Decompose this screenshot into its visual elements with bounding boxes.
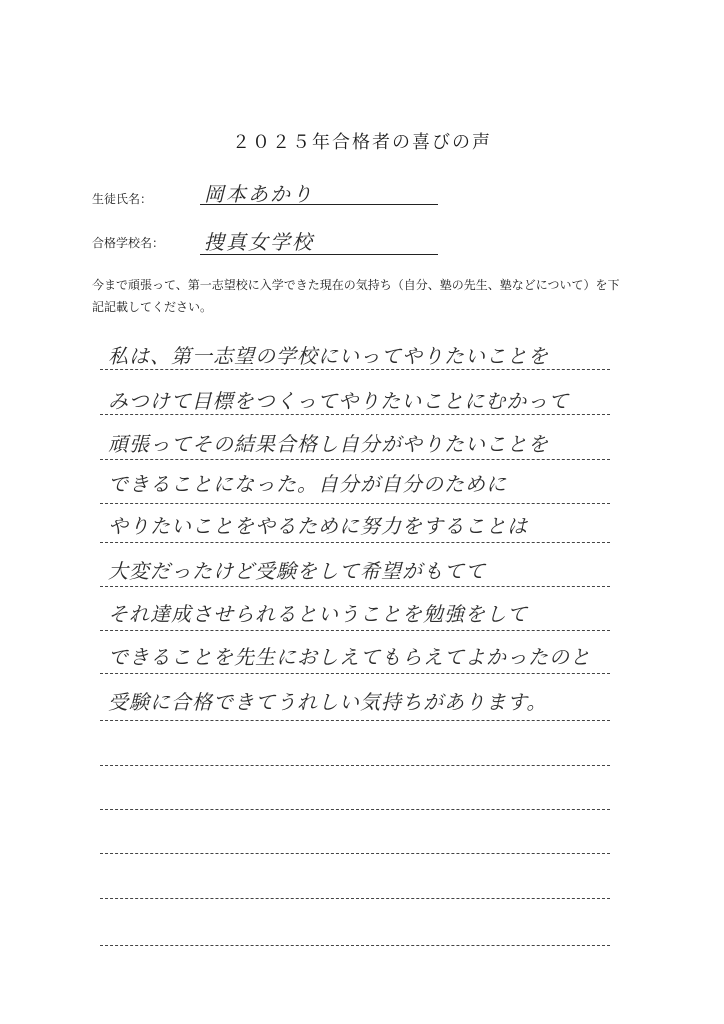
ruled-line bbox=[100, 765, 610, 766]
ruled-line bbox=[100, 586, 610, 587]
student-name-label: 生徒氏名： bbox=[92, 192, 153, 206]
school-name-handwritten: 捜真女学校 bbox=[204, 230, 314, 254]
message-line: やりたいことをやるために努力をすることは bbox=[108, 514, 528, 538]
school-name-label: 合格学校名： bbox=[92, 236, 165, 250]
message-line: 大変だったけど受験をして希望がもてて bbox=[108, 559, 486, 583]
message-line: 頑張ってその結果合格し自分がやりたいことを bbox=[108, 432, 549, 456]
message-line: 受験に合格できてうれしい気持ちがあります。 bbox=[108, 690, 548, 714]
message-line: それ達成させられるということを勉強をして bbox=[108, 602, 528, 626]
message-line: 私は、第一志望の学校にいってやりたいことを bbox=[108, 344, 549, 368]
message-line: できることを先生におしえてもらえてよかったのと bbox=[108, 645, 591, 669]
ruled-line bbox=[100, 945, 610, 946]
ruled-line bbox=[100, 459, 610, 460]
ruled-line bbox=[100, 853, 610, 854]
ruled-line bbox=[100, 630, 610, 631]
message-line: みつけて目標をつくってやりたいことにむかって bbox=[108, 389, 570, 413]
instructions-text: 今まで頑張って、第一志望校に入学できた現在の気持ち（自分、塾の先生、塾などについて）を下記記載してください。 bbox=[92, 278, 620, 314]
ruled-line bbox=[100, 720, 610, 721]
message-line: できることになった。自分が自分のために bbox=[108, 472, 507, 496]
page-title: ２０２５年合格者の喜びの声 bbox=[232, 132, 492, 153]
ruled-line bbox=[100, 809, 610, 810]
ruled-line bbox=[100, 542, 610, 543]
ruled-line bbox=[100, 503, 610, 504]
ruled-line bbox=[100, 369, 610, 370]
student-name-handwritten: 岡本あかり bbox=[204, 182, 314, 206]
ruled-line bbox=[100, 673, 610, 674]
ruled-line bbox=[100, 414, 610, 415]
ruled-line bbox=[100, 898, 610, 899]
